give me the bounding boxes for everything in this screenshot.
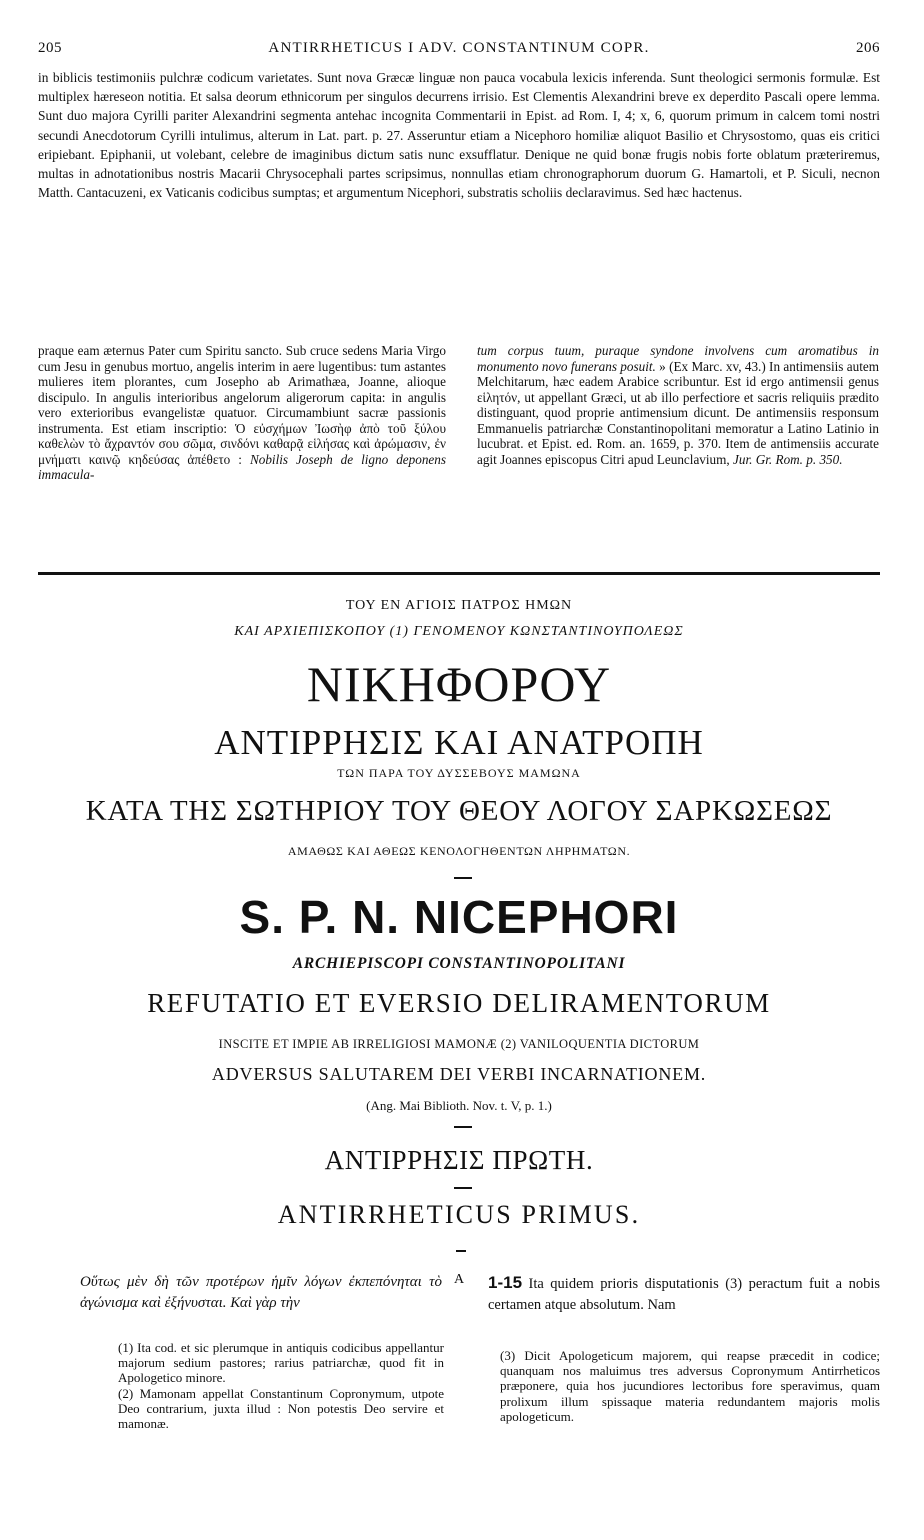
title-line-9: ARCHIEPISCOPI CONSTANTINOPOLITANI — [292, 955, 626, 972]
right-column — [477, 343, 879, 467]
title-line-5: ΤΩΝ ΠΑΡΑ ΤΟΥ ΔΥΣΣΕΒΟΥΣ ΜΑΜΩΝΑ — [337, 766, 581, 780]
left-column-body: praque eam æternus Pater cum Spiritu sancto. Sub cruce sedens Maria Virgo cum Jesu in genubus mortuo, angelis interim in aere lugentibus: tum astantes mulieres item plorantes, cum Josepho ab Arimathæa, Joanne, alioque discipulo. In angulis interioribus angelorum aligerorum capita: in angulis vero exterioribus evangelistæ quatuor. Circumambiunt sacræ passionis instrumenta. Est etiam inscriptio: Ὁ εὐσχήμων Ἰωσὴφ ἀπὸ τοῦ ξύλου καθελὼν τὸ ἄχραντόν σου σῶμα, σινδόνι καθαρᾷ εἱλήσας καὶ ἀρώμασιν, ἐν μνήματι καινῷ κηδεύσας ἀπέθετο : — [38, 343, 446, 467]
section-heading-latin: ANTIRRHETICUS PRIMUS. — [277, 1200, 641, 1229]
title-work-greek: ΑΝΤΙΡΡΗΣΙΣ ΚΑΙ ΑΝΑΤΡΟΠΗ — [214, 723, 704, 762]
left-column-text — [38, 343, 446, 483]
latin-text — [488, 1272, 880, 1316]
right-column-italic: tum corpus tuum, puraque syndone involvens cum aromatibus in monumento novo funerans posuit. — [477, 343, 879, 374]
intro-paragraph — [38, 68, 880, 202]
title-dash — [454, 1187, 472, 1189]
running-header — [38, 40, 880, 60]
margin-letter: A — [454, 1272, 465, 1287]
title-line-1: ΤΟΥ ΕΝ ΑΓΙΟΙΣ ΠΑΤΡΟΣ ΗΜΩΝ — [345, 598, 573, 613]
column-number: 1-15 — [488, 1273, 523, 1292]
title-dash — [454, 877, 472, 879]
title-dash — [456, 1250, 466, 1252]
right-column-body: » (Ex Marc. xv, 43.) In antimensiis autem Melchitarum, hæc eadem Arabice scribuntur. Est id ergo antimensii genus εἱλητόν, ut appellant Græci, ut ab illo perfectiore et sacris reliquiis prædito distinguant, quod proprie antimensium dicunt. De antimensiis responsum Emmanuelis patriarchæ Constantinopolitani memoratur a Latino Latinio in lucubrat. et Epist. ed. Rom. an. 1659, p. 370. Item de antimensiis accurate agit Joannes episcopus Citri apud Leunclavium, — [477, 358, 879, 467]
page-number-left: 205 — [38, 40, 62, 56]
left-column — [38, 343, 446, 483]
title-line-2: ΚΑΙ ΑΡΧΙΕΠΙΣΚΟΠΟΥ (1) ΓΕΝΟΜΕΝΟΥ ΚΩΝΣΤΑΝΤΙΝΟΥΠΟΛΕΩΣ — [234, 624, 684, 639]
title-work-latin: REFUTATIO ET EVERSIO DELIRAMENTORUM — [147, 988, 771, 1018]
title-source-ref: (Ang. Mai Biblioth. Nov. t. V, p. 1.) — [366, 1098, 552, 1113]
title-line-12: ADVERSUS SALUTAREM DEI VERBI INCARNATIONEM. — [211, 1064, 707, 1084]
section-divider — [38, 572, 880, 575]
footnote: (1) Ita cod. et sic plerumque in antiquis codicibus appellantur majorum sedium pastores; rarius patriarchæ, quod fit in Apologetico minore. — [118, 1340, 444, 1386]
page-number-right: 206 — [856, 40, 880, 56]
title-line-6: ΚΑΤΑ ΤΗΣ ΣΩΤΗΡΙΟΥ ΤΟΥ ΘΕΟΥ ΛΟΓΟΥ ΣΑΡΚΩΣΕΩΣ — [85, 795, 833, 827]
title-author-greek: ΝΙΚΗΦΟΡΟΥ — [306, 656, 612, 712]
latin-text-body: Ita quidem prioris disputationis (3) peractum fuit a nobis certamen atque absolutum. Nam — [488, 1276, 880, 1313]
title-dash — [454, 1126, 472, 1128]
right-column-text — [477, 343, 879, 467]
right-column-ref: Jur. Gr. Rom. p. 350. — [733, 451, 843, 467]
footnote: (3) Dicit Apologeticum majorem, qui reapse præcedit in codice; quanquam nos maluimus tres adversus Copronymum Antirrheticos præponere, quia hos jucundiores lectoribus fore speravimus, quam prolixum illum spissaque materia redundantem majoris molis apologeticum. — [500, 1348, 880, 1424]
title-line-11: INSCITE ET IMPIE AB IRRELIGIOSI MAMONÆ (2) VANILOQUENTIA DICTORUM — [218, 1037, 700, 1051]
running-title: ANTIRRHETICUS I ADV. CONSTANTINUM COPR. — [268, 40, 650, 56]
section-heading-greek: ΑΝΤΙΡΡΗΣΙΣ ΠΡΩΤΗ. — [324, 1145, 594, 1175]
greek-text: Οὕτως μὲν δὴ τῶν προτέρων ἡμῖν λόγων ἐκπεπόνηται τὸ ἀγώνισμα καὶ ἐξήνυσται. Καὶ γὰρ τὴν — [80, 1274, 442, 1311]
title-line-7: ΑΜΑΘΩΣ ΚΑΙ ΑΘΕΩΣ ΚΕΝΟΛΟΓΗΘΕΝΤΩΝ ΛΗΡΗΜΑΤΩΝ. — [287, 844, 631, 858]
footnotes-right — [500, 1348, 880, 1424]
intro-text: in biblicis testimoniis pulchræ codicum varietates. Sunt nova Græcæ linguæ non pauca vocabula lexicis inferenda. Sunt theologici sermonis formulæ. Est multiplex hæreseon notitia. Et salsa deorum ethnicorum per singulos decurrens irrisio. Est Clementis Alexandrini breve ex deperdito Pascali opere lemma. Sunt duo majora Cyrilli pariter Alexandrini segmenta antehac incognita Commentarii in Epist. ad Rom. I, 4; x, 6, quorum primum in calcem tomi nostri secundi Anecdotorum Cyrilli intulimus, alterum in Lat. part. p. 27. Asseruntur etiam a Nicephoro homiliæ aliquot Basilio et Chrysostomo, quas eis critici eripiebant. Epiphanii, ut volebant, celebre de imaginibus dictum satis nunc exsufflatur. Denique ne quid bonæ frugis nobis forte oblatum præteriremus, multas in adnotationibus nostris Macarii Chrysocephali partes scripsimus, nonnullas etiam chronographorum duorum G. Hamartoli, et P. Siculi, necnon Matth. Cantacuzeni, ex Vaticanis codicibus sumptas; et argumentum Nicephori, substratis scholiis declaravimus. Sed hæc hactenus. — [38, 70, 880, 201]
title-author-latin: S. P. N. NICEPHORI — [239, 891, 679, 943]
footnotes-left — [118, 1340, 444, 1431]
left-column-italic: Nobilis Joseph de ligno deponens immacula- — [38, 451, 447, 482]
footnote: (2) Mamonam appellat Constantinum Copronymum, utpote Deo contrarium, juxta illud : Non potestis Deo servire et mamonæ. — [118, 1385, 444, 1432]
